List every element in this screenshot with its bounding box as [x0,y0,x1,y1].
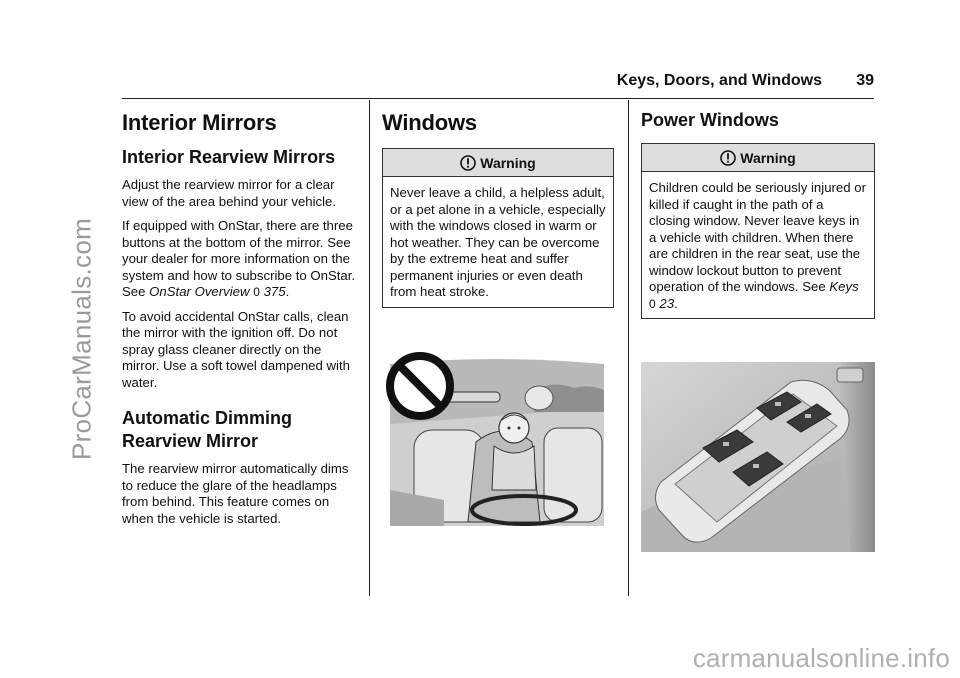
side-watermark: ProCarManuals.com [66,217,97,461]
column-divider-1 [369,100,370,596]
paragraph-auto-dim: The rearview mirror automatically dims to reduce the glare of the headlamps from behind. This feature comes on when the vehicle is started. [122,461,349,526]
warning-text: Children could be seriously injured or killed if caught in the path of a closing window. Never leave keys in a vehicle with children. When there are children in the rear seat, use the window lockout button to prevent operation of the windows. See Keys 0 23. [649,180,866,311]
section-title-power-windows: Power Windows [641,110,779,130]
warning-header [383,149,613,177]
section-title-interior-mirrors: Interior Mirrors [122,110,277,135]
section-title-windows: Windows [382,110,477,135]
chapter-title: Keys, Doors, and Windows [616,72,822,89]
paragraph-onstar: If equipped with OnStar, there are three buttons at the bottom of the mirror. See your dealer for more information on the system and how to subscribe to OnStar. See OnStar Overview 0 375. [122,218,356,299]
xref-icon: 0 [253,285,260,299]
column-interior-mirrors [122,108,358,535]
heading-automatic-dimming: Automatic Dimming Rearview Mirror [122,408,293,451]
warning-label: Warning [480,155,536,171]
page-ref-375[interactable]: 375 [263,284,286,299]
power-window-switches-illustration [641,362,875,552]
page-ref-23[interactable]: 23 [659,295,675,311]
xref-icon: 0 [649,296,656,311]
bottom-watermark: carmanualsonline.info [692,643,950,673]
column-divider-2 [628,100,629,596]
warning-header [642,144,874,172]
warning-label: Warning [740,150,796,166]
warning-icon [460,155,476,171]
link-onstar-overview[interactable]: OnStar Overview [149,284,250,299]
link-keys[interactable]: Keys [829,279,859,294]
paragraph-avoid-calls: To avoid accidental OnStar calls, clean the mirror with the ignition off. Do not spray glass cleaner directly on the mirror. Use a soft towel dampened with water. [122,308,350,390]
page-number: 39 [856,72,874,89]
column-windows [382,108,614,308]
warning-box-power-windows [641,143,875,319]
warning-text: Never leave a child, a helpless adult, or a pet alone in a vehicle, especially with the windows closed in warm or hot weather. They can be overcome by the extreme heat and suffer permanent injuries or even death from heat stroke. [390,185,606,299]
header-rule [122,98,874,99]
child-in-car-illustration [384,350,604,526]
column-power-windows [641,108,875,319]
warning-icon [720,150,736,166]
warning-box-windows [382,148,614,308]
heading-rearview-mirrors: Interior Rearview Mirrors [122,147,336,167]
paragraph-adjust-mirror: Adjust the rearview mirror for a clear view of the area behind your vehicle. [122,177,337,209]
